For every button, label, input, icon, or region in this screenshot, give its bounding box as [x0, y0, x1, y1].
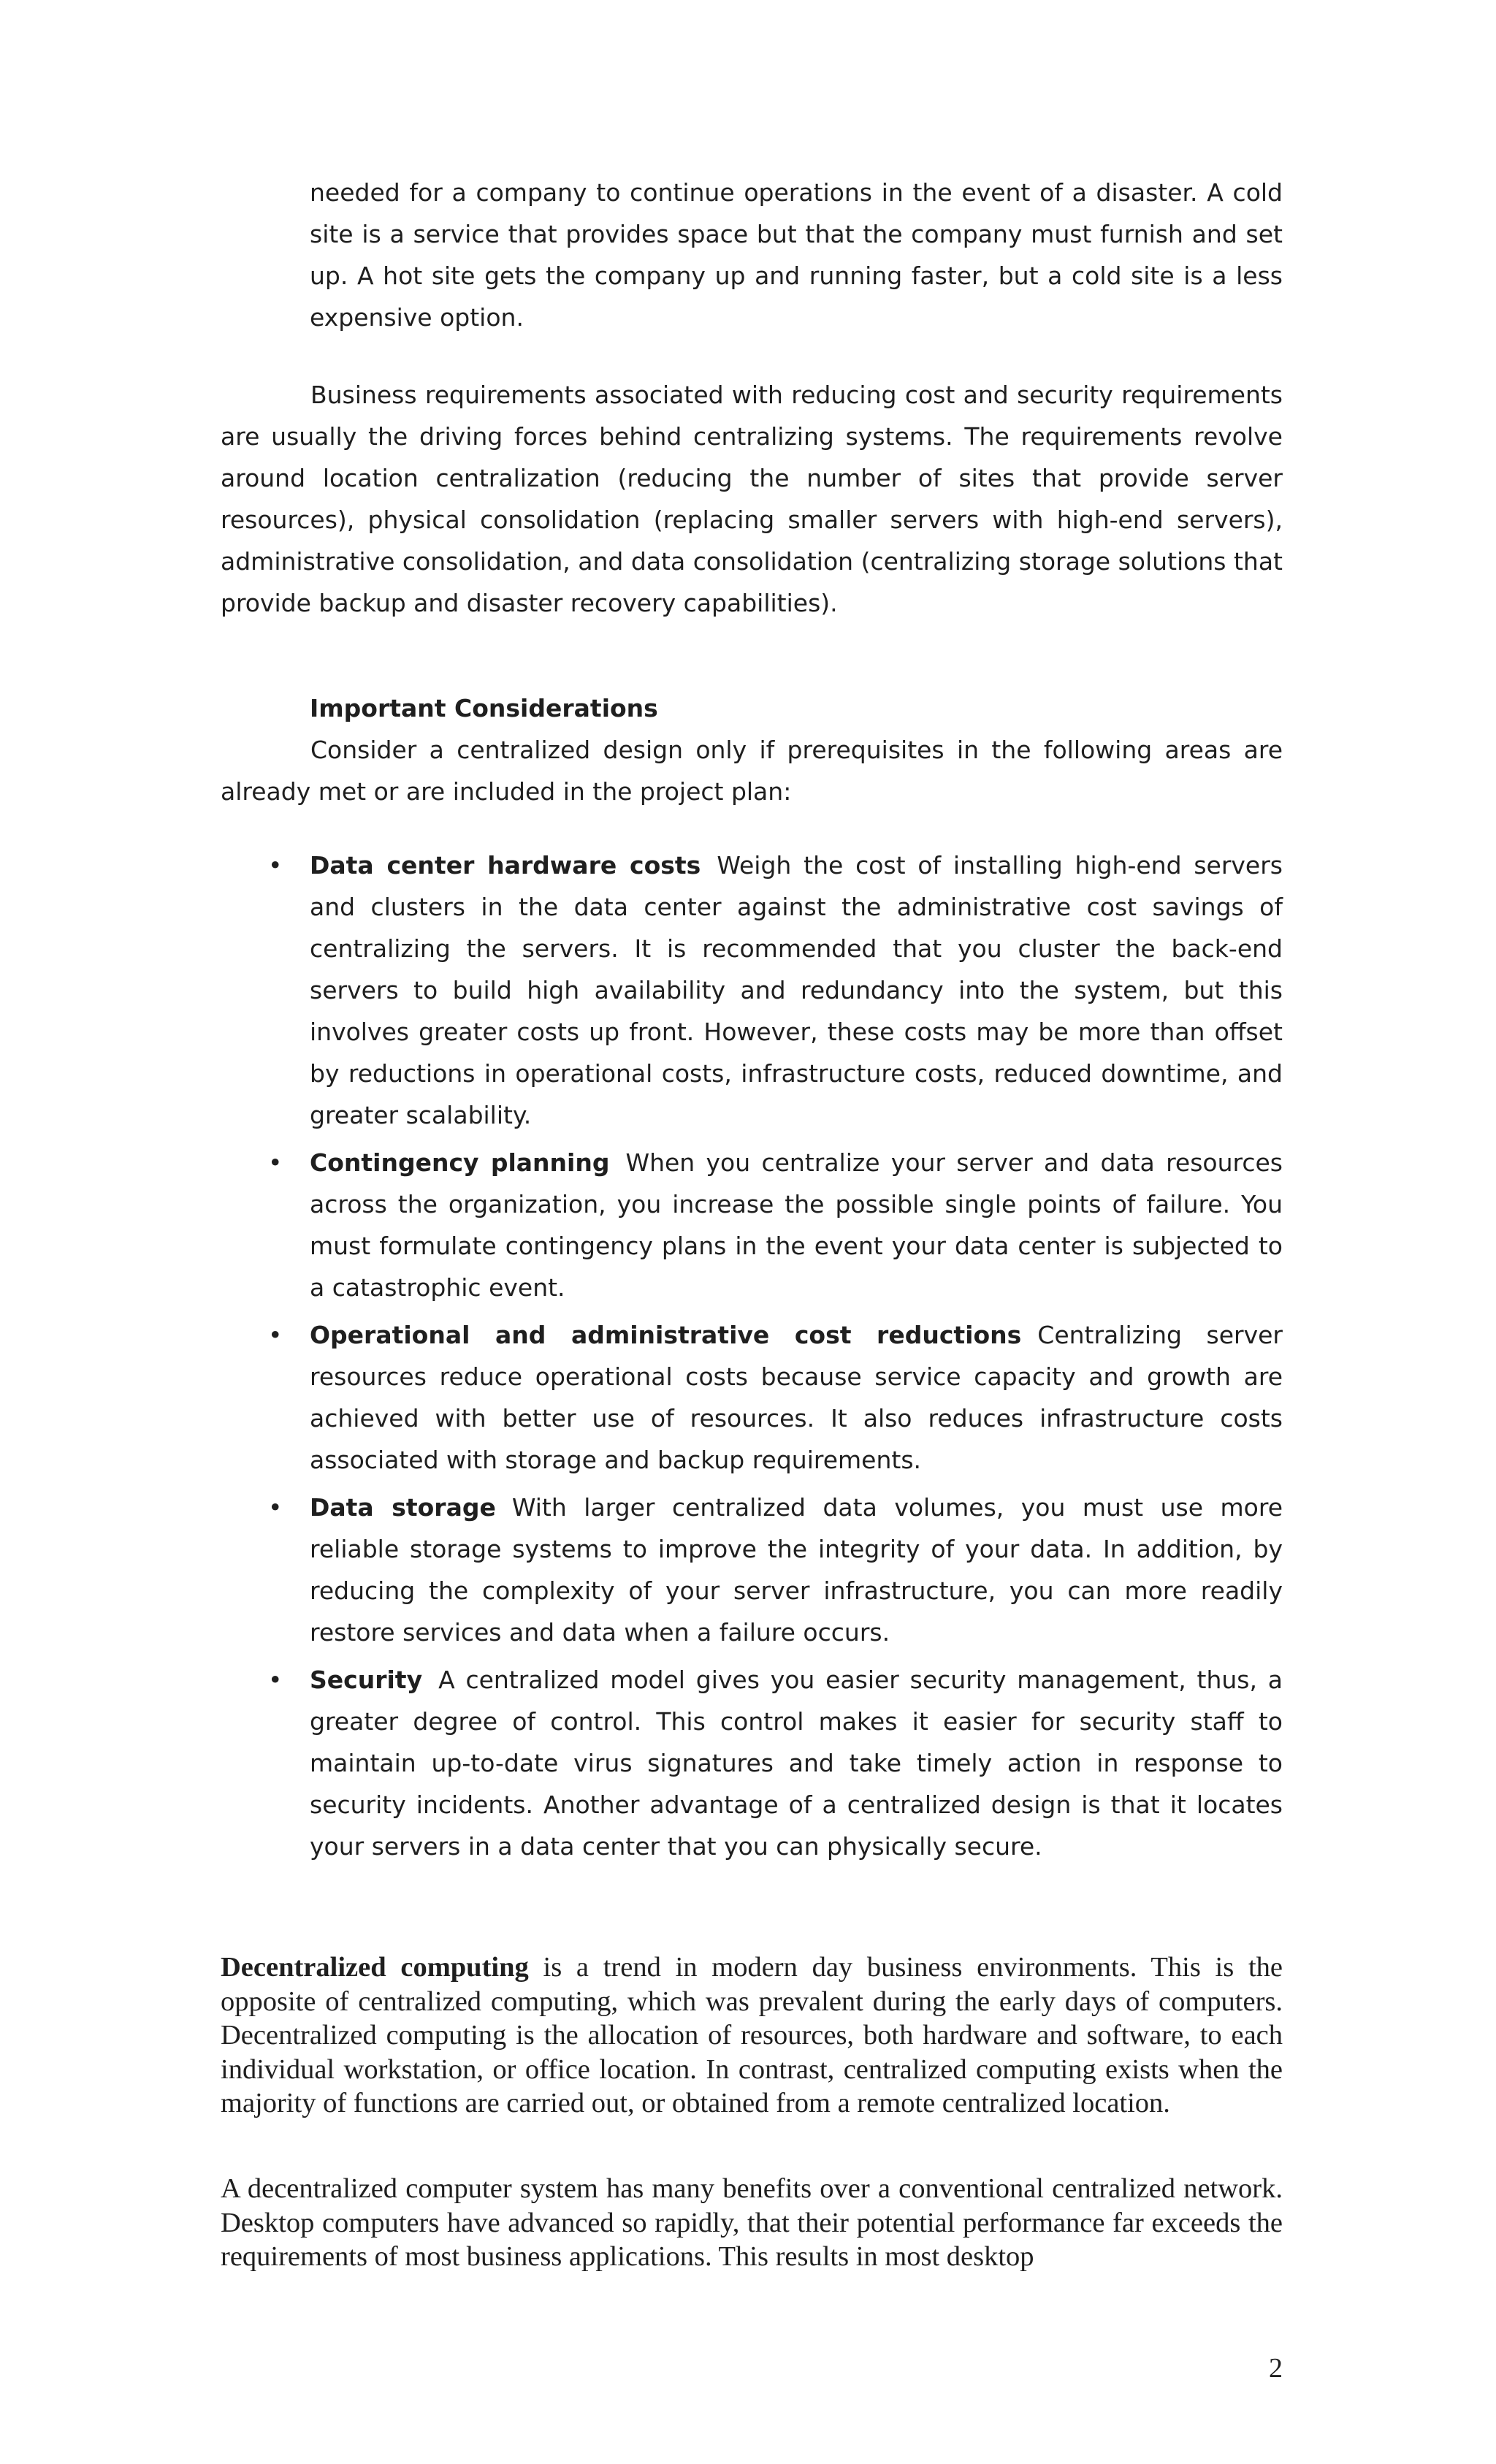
list-item-term: Operational and administrative cost reductions	[310, 1321, 1022, 1349]
list-item-term: Contingency planning	[310, 1148, 610, 1177]
bullet-icon: •	[268, 1493, 283, 1522]
list-item-term: Data storage	[310, 1493, 496, 1522]
consider-paragraph: Consider a centralized design only if prerequisites in the following areas are already met or are included in the project plan:	[221, 736, 1283, 806]
decentralized-term: Decentralized computing	[221, 1952, 529, 1983]
bullet-icon: •	[268, 1321, 283, 1349]
considerations-list	[268, 844, 1283, 1873]
list-item	[268, 1659, 1283, 1867]
business-requirements-paragraph: Business requirements associated with reducing cost and security requirements are usually the driving forces behind centralizing systems. The requirements revolve around location centralization (reducing the number of sites that provide server resources), physical consolidation (replacing smaller servers with high-end servers), administrative consolidation, and data consolidation (centralizing storage solutions that provide backup and disaster recovery capabilities).	[221, 381, 1283, 617]
important-considerations-heading: Important Considerations	[310, 694, 658, 722]
list-item	[268, 844, 1283, 1136]
intro-paragraph: needed for a company to continue operations in the event of a disaster. A cold site is a service that provides space but that the company must furnish and set up. A hot site gets the company up and running faster, but a cold site is a less expensive option.	[310, 178, 1283, 332]
list-item	[268, 1314, 1283, 1481]
bullet-icon: •	[268, 1666, 283, 1694]
list-item-text: A centralized model gives you easier security management, thus, a greater degree of control. This control makes it easier for security staff to maintain up-to-date virus signatures and take timely action in response to security incidents. Another advantage of a centralized design is that it locates your servers in a data center that you can physically secure.	[310, 1666, 1283, 1861]
decentralized-text: is a trend in modern day business environments. This is the opposite of centralized computing, which was prevalent during the early days of computers. Decentralized computing is the allocation of resources, both hardware and software, to each individual workstation, or office location. In contrast, centralized computing exists when the majority of functions are carried out, or obtained from a remote centralized location.	[221, 1952, 1283, 2118]
benefits-paragraph: A decentralized computer system has many benefits over a conventional centralized network. Desktop computers have advanced so rapidly, that their potential performance far exceeds the requirements of most business applications. This results in most desktop	[221, 2173, 1283, 2272]
list-item-term: Data center hardware costs	[310, 851, 701, 880]
list-item	[268, 1142, 1283, 1308]
list-item-text: Centralizing server resources reduce operational costs because service capacity and growth are achieved with better use of resources. It also reduces infrastructure costs associated with storage and backup requirements.	[310, 1321, 1283, 1474]
list-item-text: With larger centralized data volumes, you must use more reliable storage systems to improve the integrity of your data. In addition, by reducing the complexity of your server infrastructure, you can more readily restore services and data when a failure occurs.	[310, 1493, 1283, 1647]
list-item	[268, 1487, 1283, 1653]
list-item-text: Weigh the cost of installing high-end servers and clusters in the data center against the administrative cost savings of centralizing the servers. It is recommended that you cluster the back-end servers to build high availability and redundancy into the system, but this involves greater costs up front. However, these costs may be more than offset by reductions in operational costs, infrastructure costs, reduced downtime, and greater scalability.	[310, 851, 1283, 1129]
list-item-text: When you centralize your server and data resources across the organization, you increase the possible single points of failure. You must formulate contingency plans in the event your data center is subjected to a catastrophic event.	[310, 1148, 1283, 1302]
decentralized-computing-paragraph	[221, 1950, 1283, 2121]
page-number: 2	[1269, 2353, 1283, 2384]
bullet-icon: •	[268, 1148, 283, 1177]
list-item-term: Security	[310, 1666, 423, 1694]
bullet-icon: •	[268, 851, 283, 880]
